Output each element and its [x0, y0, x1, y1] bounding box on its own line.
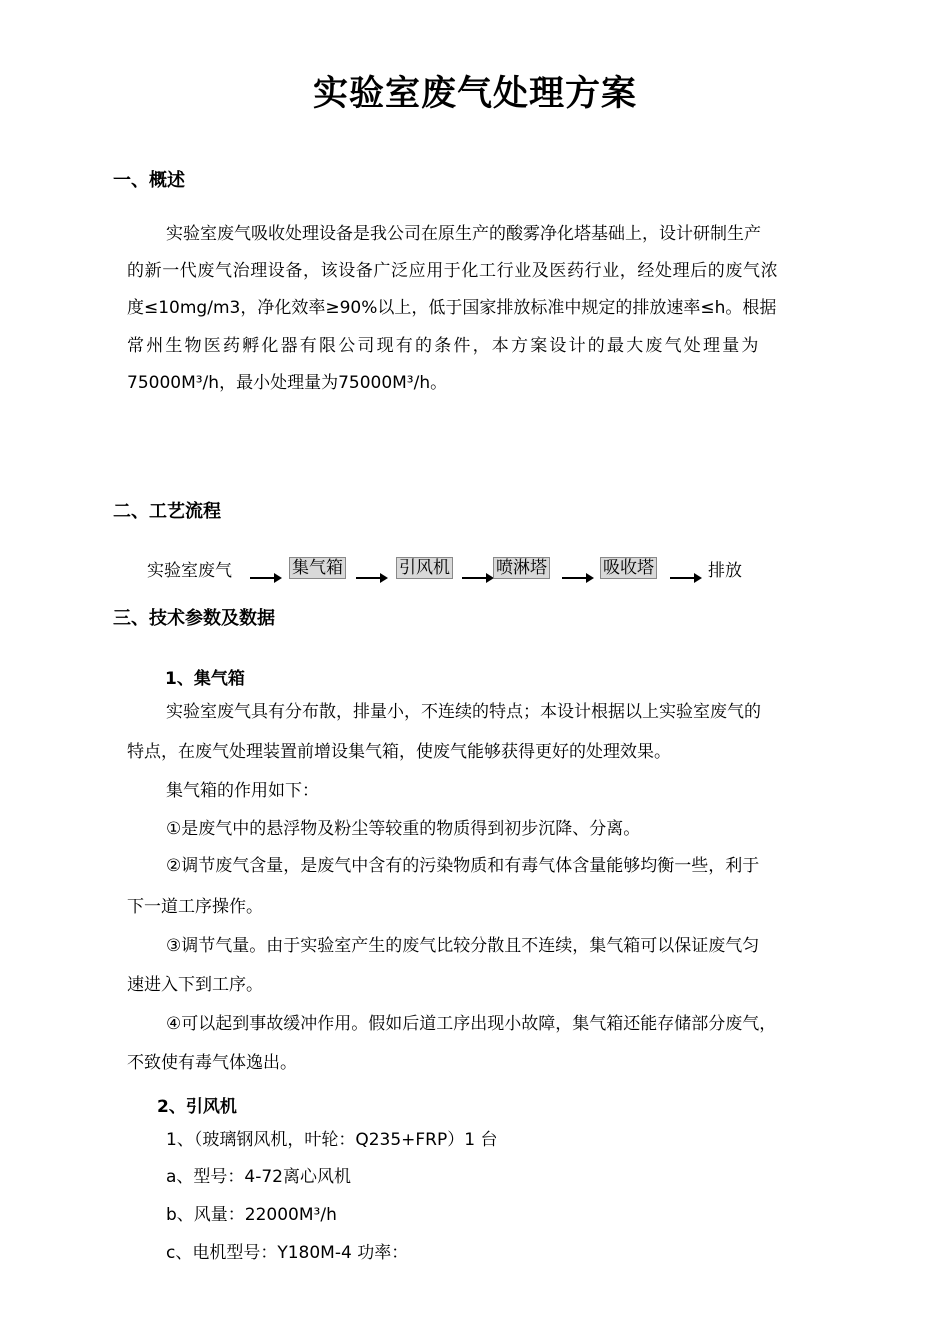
flow-arrow-1 [250, 577, 280, 579]
overview-line-3: 度≤10mg/m3，净化效率≥90%以上，低于国家排放标准中规定的排放速率≤h。根据 [127, 298, 777, 318]
collector-item-2-line-1: ②调节废气含量，是废气中含有的污染物质和有毒气体含量能够均衡一些，利于 [166, 856, 760, 876]
collector-intro-line-2: 特点，在废气处理装置前增设集气箱，使废气能够获得更好的处理效果。 [127, 742, 671, 762]
section-heading-overview: 一、概述 [113, 170, 185, 191]
flow-node-source: 实验室废气 [147, 561, 232, 581]
collector-item-2-line-2: 下一道工序操作。 [127, 897, 263, 917]
flow-arrow-5 [670, 577, 700, 579]
flow-node-fan: 引风机 [396, 557, 453, 579]
section-heading-params: 三、技术参数及数据 [113, 608, 275, 629]
collector-item-1: ①是废气中的悬浮物及粉尘等较重的物质得到初步沉降、分离。 [166, 819, 641, 839]
flow-node-spray-tower: 喷淋塔 [493, 557, 550, 579]
subsection-heading-fan: 2、引风机 [157, 1097, 237, 1117]
overview-line-4: 常州生物医药孵化器有限公司现有的条件，本方案设计的最大废气处理量为 [127, 336, 761, 356]
subsection-heading-collector: 1、集气箱 [165, 669, 245, 689]
flow-node-absorption-tower: 吸收塔 [600, 557, 657, 579]
overview-line-2: 的新一代废气治理设备，该设备广泛应用于化工行业及医药行业，经处理后的废气浓 [127, 261, 779, 281]
fan-model: a、型号：4-72离心风机 [166, 1167, 351, 1187]
flow-node-collector-box: 集气箱 [289, 557, 346, 579]
overview-line-5: 75000M³/h，最小处理量为75000M³/h。 [127, 373, 448, 393]
flow-arrow-4 [562, 577, 592, 579]
collector-role-title: 集气箱的作用如下： [166, 781, 319, 801]
fan-airflow: b、风量：22000M³/h [166, 1205, 337, 1225]
collector-item-3-line-1: ③调节气量。由于实验室产生的废气比较分散且不连续，集气箱可以保证废气匀 [166, 936, 760, 956]
fan-line-1: 1、（玻璃钢风机，叶轮：Q235+FRP）1 台 [166, 1130, 498, 1150]
flow-node-discharge: 排放 [708, 561, 742, 581]
overview-line-1: 实验室废气吸收处理设备是我公司在原生产的酸雾净化塔基础上，设计研制生产 [166, 224, 761, 244]
collector-item-4-line-1: ④可以起到事故缓冲作用。假如后道工序出现小故障，集气箱还能存储部分废气， [166, 1014, 777, 1034]
collector-item-3-line-2: 速进入下到工序。 [127, 975, 263, 995]
document-title: 实验室废气处理方案 [312, 74, 637, 114]
flow-arrow-2 [356, 577, 386, 579]
fan-motor: c、电机型号：Y180M-4 功率： [166, 1243, 409, 1263]
collector-intro-line-1: 实验室废气具有分布散，排量小，不连续的特点；本设计根据以上实验室废气的 [166, 702, 761, 722]
flow-arrow-3 [462, 577, 492, 579]
collector-item-4-line-2: 不致使有毒气体逸出。 [127, 1053, 297, 1073]
section-heading-process: 二、工艺流程 [113, 501, 221, 522]
